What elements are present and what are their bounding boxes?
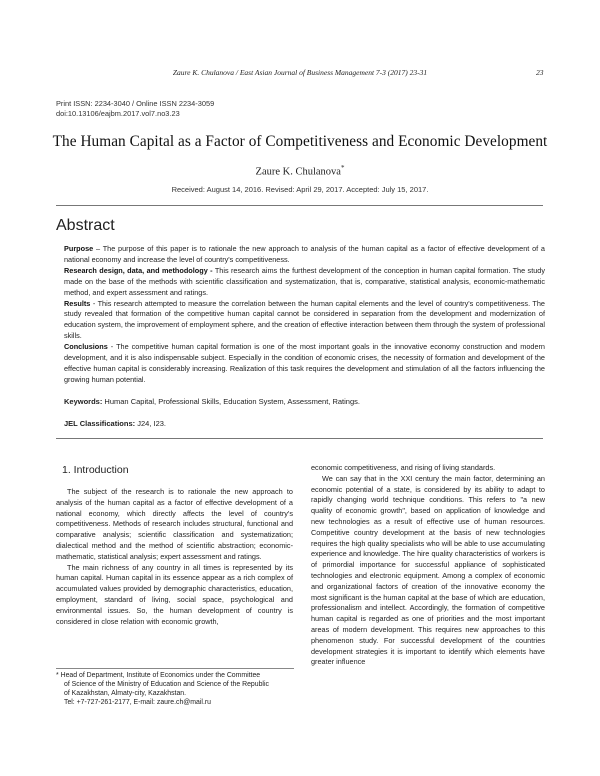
intro-paragraph-1: The subject of the research is to rationale the new approach to analysis of the human capital as a factor of effective development of a national economy, which directly affects the level of country's competitiveness. Methods of research includes structural, functional and comparative analysis; scientific classification and systematization; dialectical method and the method of scientific abstraction; economic-mathematic, statistical analysis; expert assessment and ratings. xyxy=(56,487,293,561)
abstract-top-rule xyxy=(56,205,543,206)
results-label: Results xyxy=(64,298,91,308)
design-label: Research design, data, and methodology - xyxy=(64,265,213,275)
section-heading-introduction: 1. Introduction xyxy=(62,464,129,476)
right-column xyxy=(311,463,545,668)
jel-text: J24, I23. xyxy=(135,419,166,428)
issn-block xyxy=(56,99,214,119)
keywords-line xyxy=(64,397,545,406)
conclusions-label: Conclusions xyxy=(64,342,108,352)
abstract-results xyxy=(64,299,545,343)
footnote-contact: Tel: +7-727-261-2177, E-mail: zaure.ch@mail.ru xyxy=(64,699,211,707)
design-text: This research aims the furthest development of the conception in human capital formation. The study made on the base of the methods with scientific classification and systematization, that is, comparative, statistical analysis, economic-mathematic method, and expert assessment and ratings. xyxy=(64,265,545,297)
intro-paragraph-2: The main richness of any country in all times is represented by its human capital. Human capital in its essence appear as a rich complex of accumulated values provided by demographic characteristics, education, employment, standard of living, social space, psychological and environmental issues. So, the human development of country is considered in close relation with economic growth, xyxy=(56,562,293,626)
keywords-label: Keywords: xyxy=(64,397,103,406)
keywords-text: Human Capital, Professional Skills, Education System, Assessment, Ratings. xyxy=(102,397,360,406)
abstract-bottom-rule xyxy=(56,438,543,439)
intro-paragraph-3: We can say that in the XXI century the main factor, determining an economic potential of a state, is considered by its ability to adapt to rapidly changing world technique conditions. This refers to "a new quality of economic growth", based on application of knowledge and new technologies as a result of effective use of human resources. Competitive country development at the basis of new technologies requires the high quality specialists who will be able to use accumulating experience and knowledge. The hire quality characteristics of workers is of primordial importance for successful appliance of sophisticated technologies and electronic equipment. Among a complex of economic and organizational factors of creation of the innovative economy the most significant is the human capital at the base of which are education, professionalism and intellect. Accordingly, the formation of competitive human capital is regarded as one of priorities and the most important areas of modern development. This requires new approaches to this phenomenon study. For successful development of the countries development strategies it is important to identify which elements have greater influence xyxy=(311,473,545,667)
paper-title: The Human Capital as a Factor of Competitiveness and Economic Development xyxy=(52,133,548,150)
jel-line xyxy=(64,419,545,428)
purpose-label: Purpose xyxy=(64,244,94,253)
author-name: Zaure K. Chulanova xyxy=(255,166,341,178)
conclusions-text: - The competitive human capital formation is one of the most important goals in the innovative economy construction and modern development, and it is also indispensable subject. Especially in the condition of economic crises, the necessity of formation and development of the effective human capital is considerably increasing. Realization of this task requires the development and stimulation of all the factors influencing the growing human potential. xyxy=(64,342,545,384)
abstract-body xyxy=(64,244,545,386)
author-footnote-mark: * xyxy=(340,164,345,172)
doi-line: doi:10.13106/eajbm.2017.vol7.no3.23 xyxy=(56,109,180,118)
footnote-line: of Science of the Ministry of Education and Science of the Republic xyxy=(64,681,269,689)
footnote-line: * Head of Department, Institute of Economics under the Committee xyxy=(56,672,261,679)
author-footnote xyxy=(56,671,300,707)
running-header-text: Zaure K. Chulanova / East Asian Journal of Business Management 7-3 (2017) 23-31 xyxy=(172,68,428,77)
received-dates: Received: August 14, 2016. Revised: April 29, 2017. Accepted: July 15, 2017. xyxy=(171,185,429,194)
jel-label: JEL Classifications: xyxy=(64,419,136,428)
purpose-text: – The purpose of this paper is to rationale the new approach to analysis of the human capital as a factor of effective development of a national economy and increase the level of country's competitiveness. xyxy=(64,244,545,264)
left-column xyxy=(56,487,293,627)
author-line xyxy=(0,164,600,178)
abstract-heading: Abstract xyxy=(56,217,115,234)
results-text: - This research attempted to measure the correlation between the human capital elements and the level of country's competitiveness. The study revealed that formation of the competitive human capital cannot be considered in separation from the development and modernization of education system, the improvement of employment sphere, and the creation of effective interaction between them through the system of professional skills. xyxy=(64,298,545,341)
abstract-purpose xyxy=(64,244,545,266)
abstract-design xyxy=(64,266,545,299)
intro-paragraph-2-continued: economic competitiveness, and rising of living standards. xyxy=(311,463,496,472)
abstract-conclusions xyxy=(64,342,545,386)
issn-line: Print ISSN: 2234-3040 / Online ISSN 2234-3059 xyxy=(56,99,215,108)
footnote-line: of Kazakhstan, Almaty-city, Kazakhstan. xyxy=(64,690,187,698)
page-number: 23 xyxy=(536,68,544,77)
footnote-rule xyxy=(56,668,294,669)
